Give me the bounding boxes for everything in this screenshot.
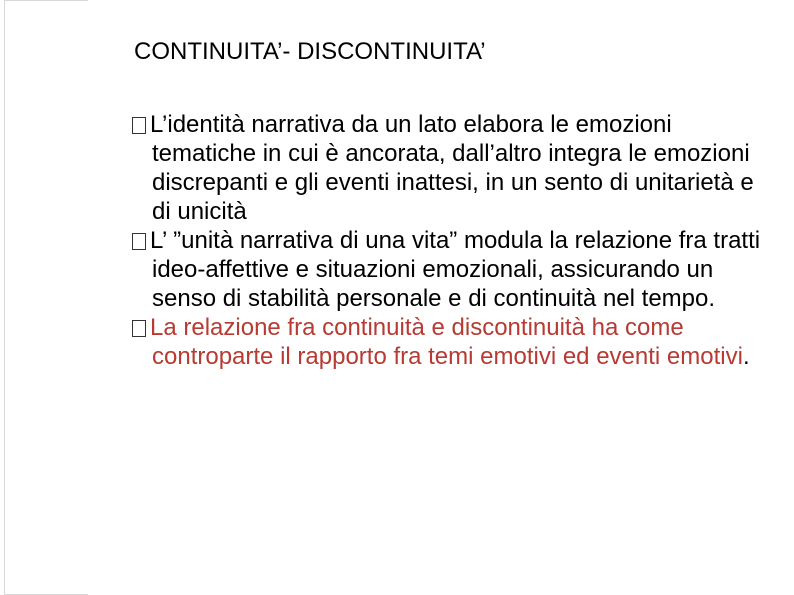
bullet-item [132,313,772,371]
bullet-box-icon [132,117,146,134]
bullet-item [132,110,772,226]
slide-body [132,110,772,371]
slide-title: CONTINUITA’- DISCONTINUITA’ [134,38,486,65]
bullet-item [132,226,772,313]
bullet-text: L’identità narrativa da un lato elabora le emozioni tematiche in cui è ancorata, dall’altro integra le emozioni discrepanti e gli eventi inattesi, in un sento di unitarietà e di unicità [150,111,754,225]
bullet-box-icon [132,320,146,337]
bullet-box-icon [132,233,146,250]
bullet-text: La relazione fra continuità e discontinuità ha come controparte il rapporto fra temi emotivi ed eventi emotivi [150,314,743,370]
bullet-text: L’ ”unità narrativa di una vita” modula la relazione fra tratti ideo-affettive e situazioni emozionali, assicurando un senso di stabilità personale e di continuità nel tempo. [150,227,761,312]
bullet-trailing-period: . [742,343,750,370]
decorative-frame [4,0,88,595]
